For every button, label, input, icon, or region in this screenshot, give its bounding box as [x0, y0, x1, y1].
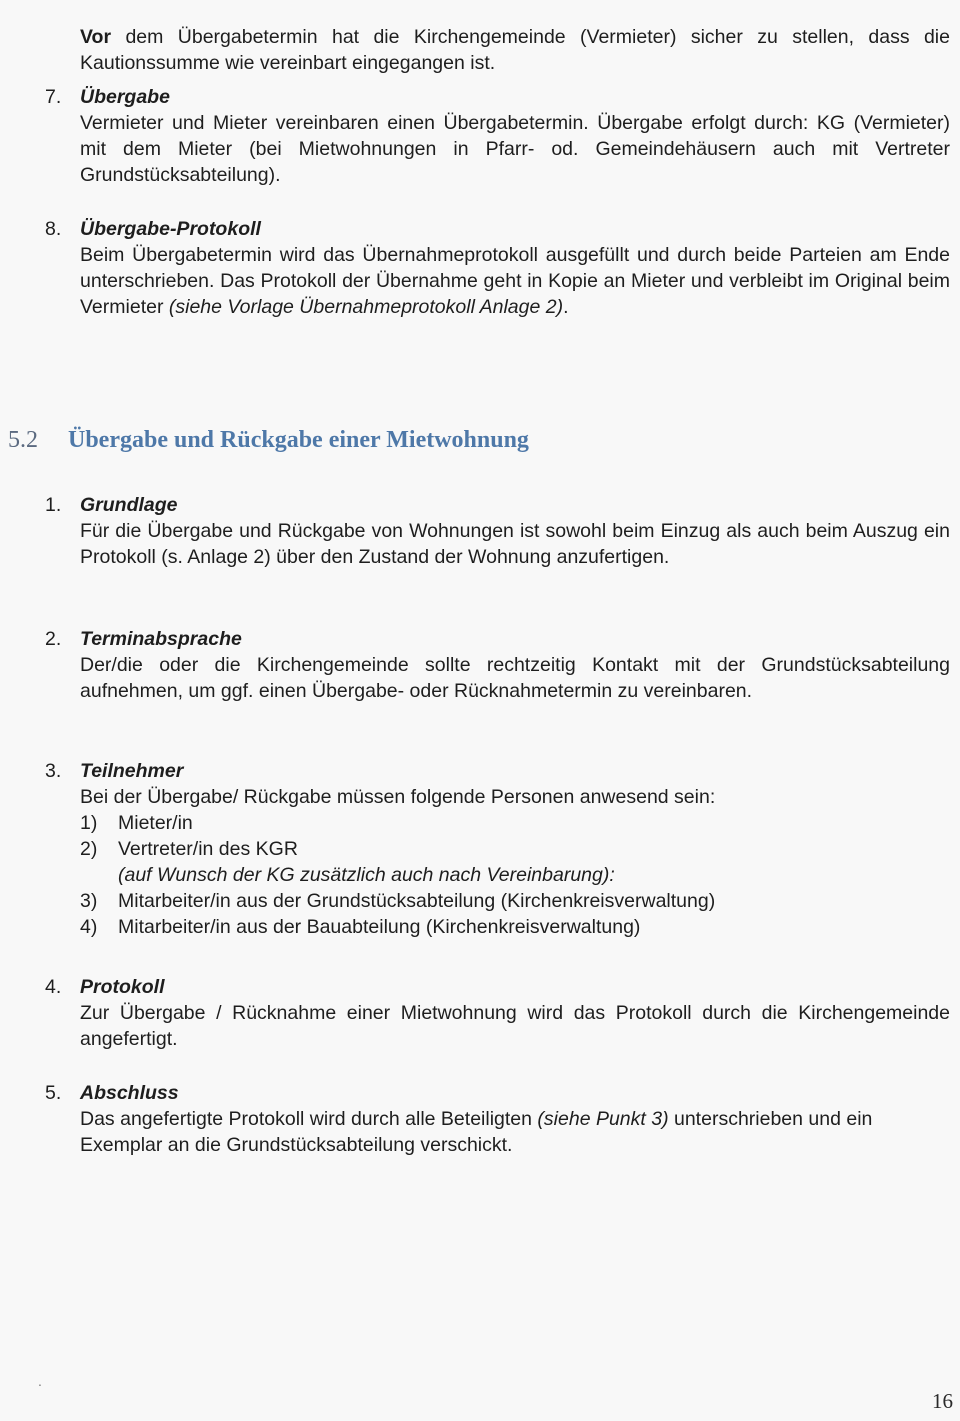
- section-title: Terminabsprache: [80, 628, 242, 650]
- intro-bold-lead: Vor: [80, 25, 112, 48]
- section-body-tail: .: [563, 296, 569, 318]
- section-8-uebergabe-protokoll: [45, 216, 950, 320]
- list-item-marker: 3): [80, 890, 98, 912]
- list-item: [80, 836, 950, 862]
- list-item: [80, 914, 950, 940]
- section-body-italic: (siehe Punkt 3): [537, 1108, 669, 1130]
- section-heading: [45, 758, 950, 784]
- section-heading: [45, 974, 950, 1000]
- section-body-regular: Das angefertigte Protokoll wird durch alle Beteiligten: [80, 1108, 538, 1130]
- section-7-uebergabe: [45, 84, 950, 188]
- section-title: Protokoll: [80, 976, 165, 998]
- list-item: [80, 888, 950, 914]
- list-item-sub-note: (auf Wunsch der KG zusätzlich auch nach Vereinbarung):: [118, 864, 615, 886]
- section-heading: [45, 1080, 950, 1106]
- section-body: Zur Übergabe / Rücknahme einer Mietwohnung wird das Protokoll durch die Kirchengemeinde angefertigt.: [80, 1002, 950, 1050]
- section-heading: [45, 216, 950, 242]
- stray-scan-mark: .: [38, 1373, 42, 1389]
- section-body: Bei der Übergabe/ Rückgabe müssen folgende Personen anwesend sein:: [80, 786, 716, 808]
- section-5-abschluss: [45, 1080, 950, 1158]
- section-number: 8.: [45, 218, 62, 240]
- list-item-text: Mitarbeiter/in aus der Grundstücksabteilung (Kirchenkreisverwaltung): [118, 890, 716, 912]
- page-number: 16: [932, 1389, 953, 1413]
- chapter-heading: [8, 424, 950, 456]
- section-body-regular: Beim Übergabetermin wird das Übernahmeprotokoll ausgefüllt und durch beide Parteien am Ende unterschrieben. Das Protokoll der Übernahme geht in Kopie an Mieter und verbleibt im Original beim Vermieter: [80, 244, 950, 318]
- section-title: Übergabe-Protokoll: [80, 218, 261, 240]
- list-item-marker: 4): [80, 916, 98, 938]
- section-body: [80, 242, 950, 320]
- intro-text: dem Übergabetermin hat die Kirchengemeinde (Vermieter) sicher zu stellen, dass die Kautionssumme wie vereinbart eingegangen ist.: [80, 25, 950, 74]
- section-number: 7.: [45, 86, 62, 108]
- section-number: 4.: [45, 976, 62, 998]
- section-number: 5.: [45, 1082, 62, 1104]
- section-heading: [45, 626, 950, 652]
- list-item: [80, 810, 950, 836]
- chapter-title: Übergabe und Rückgabe einer Mietwohnung: [68, 427, 529, 453]
- chapter-number: 5.2: [8, 427, 38, 453]
- section-3-teilnehmer: [45, 758, 950, 940]
- list-item-marker: 2): [80, 838, 98, 860]
- list-item-text: Mitarbeiter/in aus der Bauabteilung (Kirchenkreisverwaltung): [118, 916, 641, 938]
- section-title: Teilnehmer: [80, 760, 184, 782]
- section-body: Für die Übergabe und Rückgabe von Wohnungen ist sowohl beim Einzug als auch beim Auszug ein Protokoll (s. Anlage 2) über den Zustand der Wohnung anzufertigen.: [80, 520, 950, 568]
- list-item-text: Vertreter/in des KGR: [118, 838, 298, 860]
- list-item-text: Mieter/in: [118, 812, 193, 834]
- section-2-terminabsprache: [45, 626, 950, 704]
- section-body: Vermieter und Mieter vereinbaren einen Übergabetermin. Übergabe erfolgt durch: KG (Vermieter) mit dem Mieter (bei Mietwohnungen in Pfarr- od. Gemeindehäusern auch mit Vertreter Grundstücksabteilung).: [80, 112, 950, 186]
- section-title: Abschluss: [80, 1082, 179, 1104]
- section-body-italic: (siehe Vorlage Übernahmeprotokoll Anlage 2): [168, 296, 564, 318]
- intro-paragraph: [80, 24, 950, 76]
- section-number: 2.: [45, 628, 62, 650]
- section-number: 1.: [45, 494, 62, 516]
- section-body: Der/die oder die Kirchengemeinde sollte rechtzeitig Kontakt mit der Grundstücksabteilung aufnehmen, um ggf. einen Übergabe- oder Rücknahmetermin zu vereinbaren.: [80, 654, 950, 702]
- section-1-grundlage: [45, 492, 950, 570]
- participant-list: [80, 810, 950, 940]
- list-item-marker: 1): [80, 812, 98, 834]
- section-title: Übergabe: [80, 86, 170, 108]
- section-4-protokoll: [45, 974, 950, 1052]
- section-number: 3.: [45, 760, 62, 782]
- section-title: Grundlage: [80, 494, 178, 516]
- section-heading: [45, 492, 950, 518]
- section-heading: [45, 84, 950, 110]
- section-body-tail: unterschrieben und ein Exemplar an die Grundstücksabteilung verschickt.: [80, 1108, 873, 1156]
- section-body: [80, 1106, 950, 1158]
